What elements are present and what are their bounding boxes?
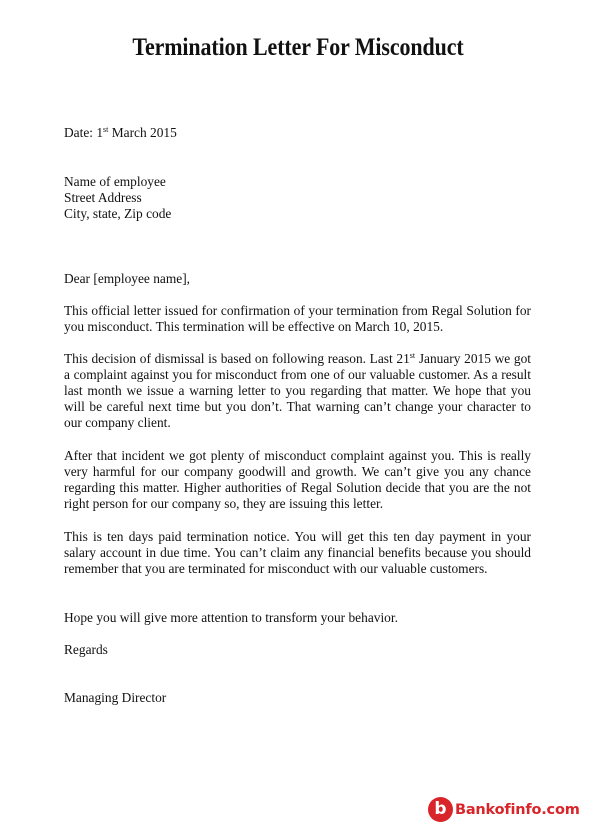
bankofinfo-watermark	[428, 797, 587, 823]
address-city: City, state, Zip code	[64, 206, 172, 221]
address-street: Street Address	[64, 190, 142, 205]
letter-date	[64, 125, 531, 141]
paragraph-notice: This is ten days paid termination notice. You will get this ten day payment in your salary account in due time. You can’t claim any financial benefits because you should remember that you are terminated for misconduct with our valuable customers.	[64, 529, 531, 576]
closing: Regards	[64, 642, 108, 657]
reason-ordinal: st	[409, 351, 416, 360]
paragraph-hope: Hope you will give more attention to transform your behavior.	[64, 610, 398, 625]
logo-badge-letter: b	[434, 799, 447, 819]
recipient-address	[64, 174, 531, 222]
reason-text-rest: January 2015 we got a complaint against you for misconduct from one of our valuable customer. As a result last month we issue a warning letter to you regarding that matter. We hope that you will be careful next time but you don’t. That warning can’t change your character to our company client.	[64, 351, 531, 430]
date-month-year: March 2015	[108, 125, 177, 140]
paragraph-termination: This official letter issued for confirmation of your termination from Regal Solution for you misconduct. This termination will be effective on March 10, 2015.	[64, 303, 531, 334]
logo-text: Bankofinfo.com	[455, 802, 580, 818]
page-title: Termination Letter For Misconduct	[132, 32, 464, 61]
paragraph-reason	[64, 351, 531, 431]
reason-text-start: This decision of dismissal is based on following reason. Last 21	[64, 351, 410, 366]
paragraph-incident: After that incident we got plenty of misconduct complaint against you. This is really very harmful for our company goodwill and growth. We can’t give you any chance regarding this matter. Higher authorities of Regal Solution decide that you are the not right person for our company so, they are issuing this letter.	[64, 448, 531, 511]
salutation: Dear [employee name],	[64, 271, 191, 286]
date-label: Date: 1	[64, 125, 104, 140]
address-name: Name of employee	[64, 174, 166, 189]
date-ordinal: st	[103, 125, 109, 134]
signature-title: Managing Director	[64, 690, 167, 705]
